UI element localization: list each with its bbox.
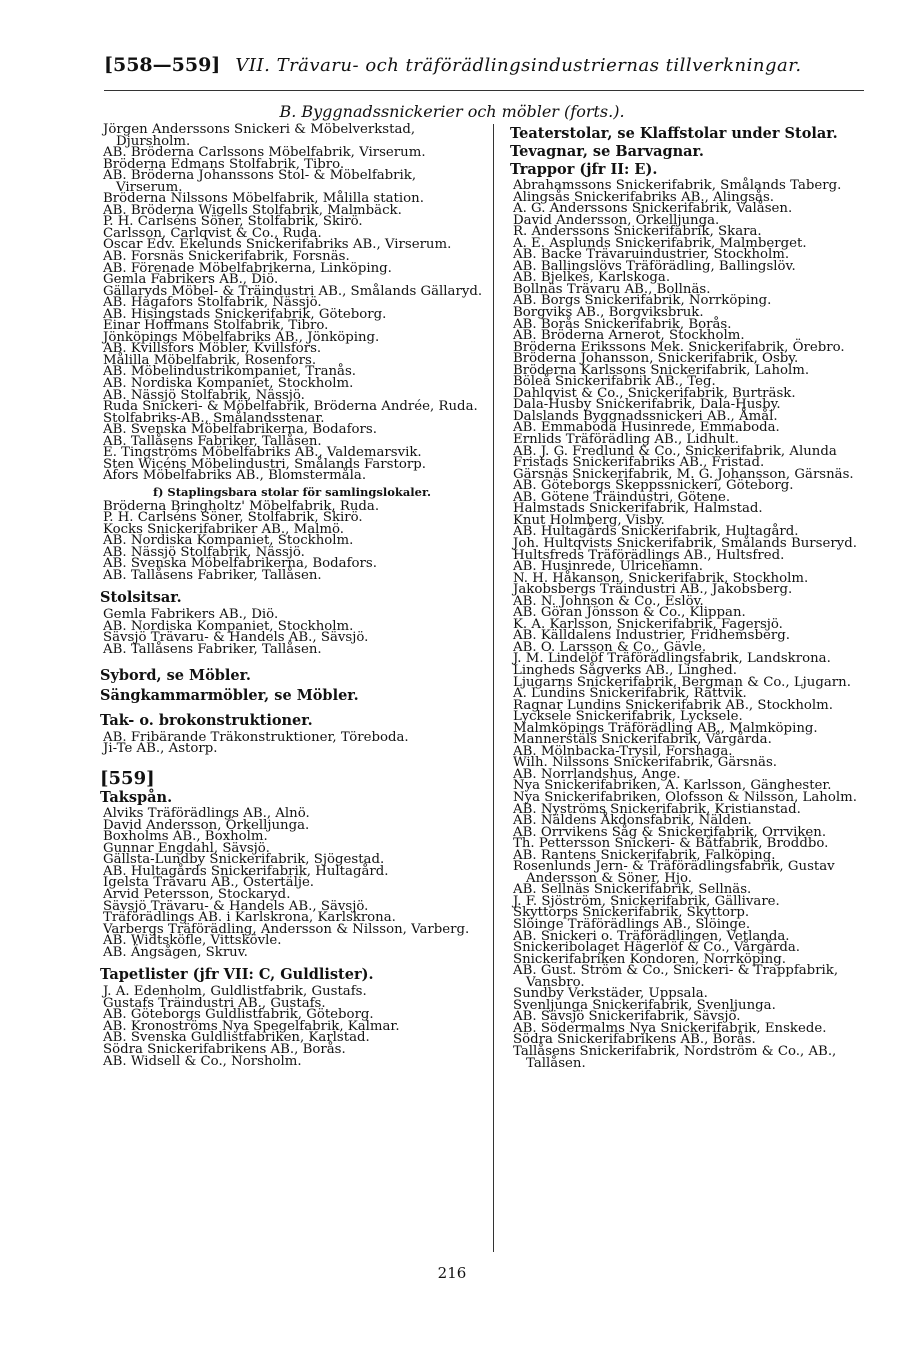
list-entry: Dala-Husby Snickerifabrik, Dala-Husby.: [513, 397, 781, 413]
list-entry: AB. Sellnäs Snickerifabrik, Sellnäs.: [513, 882, 752, 898]
list-entry: Bröderna Johansson, Snickerifabrik, Osby.: [513, 351, 799, 367]
list-entry: AB. Ballingslövs Träförädling, Ballingslöv.: [513, 258, 796, 274]
list-entry: AB. Nordiska Kompaniet, Stockholm.: [103, 533, 354, 549]
list-entry: Lycksele Snickerifabrik, Lycksele.: [513, 709, 743, 725]
page-number-marker: [559]: [100, 767, 155, 789]
tak-list: [100, 729, 484, 757]
column-divider: [493, 124, 494, 1252]
list-entry: Knut Holmberg, Visby.: [513, 512, 665, 528]
list-entry: AB. Nyströms Snickerifabrik, Kristianstad.: [513, 801, 801, 817]
list-entry: Jakobsbergs Träindustri AB., Jakobsberg.: [513, 582, 793, 598]
list-entry: Arvid Petersson, Stockaryd.: [103, 886, 291, 902]
list-entry: AB. Svenska Guldlistfabriken, Karlstad.: [103, 1030, 370, 1046]
list-entry: Nya Snickerifabriken, Olofsson & Nilsson, Laholm.: [513, 789, 857, 805]
right-column: [510, 124, 882, 1069]
list-entry: AB. Näldens Åkdonsfabrik, Nälden.: [513, 813, 752, 829]
list-entry: Hultsfreds Träförädlings AB., Hultsfred.: [513, 547, 785, 563]
list-entry: Alviks Träförädlings AB., Alnö.: [103, 806, 310, 822]
list-entry: AB. Nässjö Stolfabrik, Nässjö.: [103, 387, 305, 403]
list-entry: AB. Källdalens Industrier, Fridhemsberg.: [513, 628, 790, 644]
list-entry: Dahlqvist & Co., Snickerifabrik, Burträsk.: [513, 385, 796, 401]
list-entry: Kocks Snickerifabriker AB., Malmö.: [103, 521, 344, 537]
list-entry: Nya Snickerifabriken, A. Karlsson, Gänghester.: [513, 778, 832, 794]
takspan-heading: Takspån.: [100, 789, 173, 807]
list-entry: AB. Nordiska Kompaniet, Stockholm.: [103, 618, 354, 634]
list-entry: Skyttorps Snickerifabrik, Skyttorp.: [513, 905, 750, 921]
list-entry: AB. Göteborgs Guldlistfabrik, Göteborg.: [103, 1007, 374, 1023]
list-entry: David Andersson, Örkelljunga.: [513, 212, 720, 228]
list-entry: Sundby Verkstäder, Uppsala.: [513, 986, 708, 1002]
list-entry: Gunnar Engdahl, Sävsjö.: [103, 840, 270, 856]
list-entry: AB. Snickeri o. Träförädlingen, Vetlanda.: [513, 928, 790, 944]
list-entry: Böleå Snickerifabrik AB., Teg.: [513, 374, 716, 390]
list-entry: K. A. Karlsson, Snickerifabrik, Fagersjö.: [513, 616, 783, 632]
list-entry: Gärsnäs Snickerifabrik, M. G. Johansson, Gärsnäs.: [513, 466, 854, 482]
list-entry: AB. Tallåsens Fabriker, Tallåsen.: [103, 433, 322, 449]
list-entry: AB. Södermalms Nya Snickerifabrik, Enskede.: [513, 1020, 827, 1036]
list-entry: AB. Borås Snickerifabrik, Borås.: [513, 316, 732, 332]
takspan-list: [100, 808, 484, 958]
list-entry: Ji-Te AB., Astorp.: [103, 741, 218, 757]
list-entry: R. Anderssons Snickerifabrik, Skara.: [513, 224, 762, 240]
list-entry: AB. Tallåsens Fabriker, Tallåsen.: [103, 641, 322, 657]
list-entry: Afors Möbelfabriks AB., Blomstermåla.: [103, 468, 367, 484]
list-entry: Jörgen Anderssons Snickeri & Möbelverkstad, Djursholm.: [103, 122, 416, 149]
list-entry: David Andersson, Örkelljunga.: [103, 817, 310, 833]
list-entry: A. G. Anderssons Snickerifabrik, Valåsen.: [513, 201, 793, 217]
list-entry: N. H. Håkanson, Snickerifabrik, Stockholm.: [513, 570, 809, 586]
list-entry: P. H. Carlséns Söner, Stolfabrik, Skirö.: [103, 510, 363, 526]
stolsitsar-list: [100, 609, 484, 655]
list-entry: Bröderna Erikssons Mek. Snickerifabrik, Örebro.: [513, 339, 845, 355]
list-entry: Ruda Snickeri- & Möbelfabrik, Bröderna Andrée, Ruda.: [103, 399, 478, 415]
list-entry: Gustafs Träindustri AB., Gustafs.: [103, 995, 326, 1011]
list-entry: AB. Bjelkes, Karlskoga.: [513, 270, 671, 286]
list-entry: J. A. Edenholm, Guldlistfabrik, Gustafs.: [103, 984, 367, 1000]
list-entry: AB. Kvillsfors Möbler, Kvillsfors.: [103, 341, 322, 357]
list-entry: Snickerifabriken Kondoren, Norrköping.: [513, 951, 786, 967]
list-entry: AB. Hultagårds Snickerifabrik, Hultagård.: [103, 863, 389, 879]
list-entry: Sävsjö Trävaru- & Handels AB., Sävsjö.: [103, 630, 369, 646]
trappor-list: [510, 180, 882, 1069]
list-entry: Sävsjö Trävaru- & Handels AB., Sävsjö.: [103, 898, 369, 914]
list-entry: Jönköpings Möbelfabriks AB., Jönköping.: [103, 329, 380, 345]
list-entry: Fristads Snickerifabriks AB., Fristad.: [513, 455, 765, 471]
list-entry: Ernlids Träförädling AB., Lidhult.: [513, 432, 739, 448]
list-entry: Snickeribolaget Hägerlöf & Co., Vårgårda.: [513, 940, 801, 956]
list-entry: Mannerstäls Snickerifabrik, Vårgårda.: [513, 732, 772, 748]
list-entry: AB. Norrlandshus, Ange.: [513, 766, 681, 782]
list-entry: AB. Nässjö Stolfabrik, Nässjö.: [103, 544, 305, 560]
tevagnar-heading: Tevagnar, se Barvagnar.: [510, 143, 704, 160]
list-entry: AB. Götene Träindustri, Götene.: [513, 489, 731, 505]
list-entry: J. F. Sjöström, Snickerifabrik, Gällivare.: [513, 893, 780, 909]
section-title: B. Byggnadssnickerier och möbler (forts.).: [279, 102, 625, 121]
list-entry: AB. Widsell & Co., Norsholm.: [103, 1053, 302, 1069]
list-entry: Svenljunga Snickerifabrik, Svenljunga.: [513, 997, 776, 1013]
list-entry: AB. Förenade Möbelfabrikerna, Linköping.: [103, 260, 392, 276]
list-entry: E. Tingströms Möbelfabriks AB., Valdemarsvik.: [103, 445, 422, 461]
list-entry: Sten Wicéns Möbelindustri, Smålands Farstorp.: [103, 456, 426, 472]
left-column: [100, 124, 484, 1067]
teaterstolar-heading: Teaterstolar, se Klaffstolar under Stolar.: [510, 125, 838, 142]
list-entry: AB. Orrvikens Såg & Snickerifabrik, Orrviken.: [513, 824, 827, 840]
list-entry: AB. Göran Jönsson & Co., Klippan.: [513, 605, 746, 621]
list-entry: Wilh. Nilssons Snickerifabrik, Gärsnäs.: [513, 755, 778, 771]
list-entry: AB. Husinrede, Ulricehamn.: [513, 559, 703, 575]
list-entry: Borgviks AB., Borgviksbruk.: [513, 305, 704, 321]
list-entry: AB. Forsnäs Snickerifabrik, Forsnäs.: [103, 249, 350, 265]
list-entry: AB. Backe Trävaruindustrier, Stockholm.: [513, 247, 790, 263]
sybord-heading: Sybord, se Möbler.: [100, 666, 251, 684]
chair-manufacturer-list: [100, 124, 484, 482]
list-entry: Th. Pettersson Snickeri- & Båtfabrik, Broddbo.: [513, 836, 829, 852]
list-entry: Bröderna Bringholtz' Möbelfabrik, Ruda.: [103, 498, 380, 514]
trappor-heading: Trappor (jfr II: E).: [510, 161, 658, 178]
list-entry: Målilla Möbelfabrik, Rosenfors.: [103, 352, 317, 368]
list-entry: Gällsta-Lundby Snickerifabrik, Sjögestad.: [103, 852, 385, 868]
list-entry: AB. Kronoströms Nya Spegelfabrik, Kalmar.: [103, 1018, 400, 1034]
list-entry: A. E. Asplunds Snickerifabrik, Malmberget.: [513, 235, 807, 251]
tapetlister-heading: Tapetlister (jfr VII: C, Guldlister).: [100, 966, 374, 984]
list-entry: AB. Widtsköfle, Vittskövle.: [103, 933, 282, 949]
list-entry: AB. Fribärande Träkonstruktioner, Töreboda.: [103, 729, 409, 745]
page-footer-number: 216: [437, 1264, 467, 1282]
list-entry: Tallåsens Snickerifabrik, Nordström & Co., AB., Tallåsen.: [513, 1044, 837, 1071]
list-entry: AB. Hisingstads Snickerifabrik, Göteborg.: [103, 306, 387, 322]
list-entry: Bollnäs Trävaru AB., Bollnäs.: [513, 281, 711, 297]
list-entry: Malmköpings Träförädling AB., Malmköping.: [513, 720, 818, 736]
list-entry: AB. Nordiska Kompaniet, Stockholm.: [103, 376, 354, 392]
stackable-chairs-subheading: f) Staplingsbara stolar för samlingslokaler.: [153, 484, 431, 499]
list-entry: AB. Rantens Snickerifabrik, Falköping.: [513, 847, 776, 863]
list-entry: AB. Svenska Möbelfabrikerna, Bodafors.: [103, 422, 377, 438]
list-entry: P. H. Carlséns Söner, Stolfabrik, Skirö.: [103, 214, 363, 230]
list-entry: Bröderna Nilssons Möbelfabrik, Målilla station.: [103, 191, 424, 207]
list-entry: Gällaryds Möbel- & Träindustri AB., Smålands Gällaryd.: [103, 283, 483, 299]
list-entry: AB. Bröderna Arnerot, Stockholm.: [513, 328, 745, 344]
list-entry: AB. Göteborgs Skeppssnickeri, Göteborg.: [513, 478, 794, 494]
list-entry: AB. Möbelindustrikompaniet, Tranås.: [103, 364, 357, 380]
stackable-chair-list: [100, 498, 484, 583]
list-entry: AB. N. Johnson & Co., Eslöv.: [513, 593, 704, 609]
list-entry: AB. Borgs Snickerifabrik, Norrköping.: [513, 293, 772, 309]
list-entry: AB. J. G. Fredlund & Co., Snickerifabrik, Alunda: [513, 443, 837, 459]
list-entry: AB. Bröderna Carlssons Möbelfabrik, Virserum.: [103, 145, 426, 161]
list-entry: Träförädlings AB. i Karlskrona, Karlskrona.: [103, 910, 396, 926]
list-entry: Södra Snickerifabrikens AB., Borås.: [103, 1042, 346, 1057]
list-entry: A. Lundins Snickerifabrik, Rättvik.: [513, 686, 747, 702]
list-entry: AB. O. Larsson & Co., Gävle.: [513, 639, 707, 655]
list-entry: J. M. Lindelöf Träförädlingsfabrik, Landskrona.: [513, 651, 831, 667]
list-entry: Slöinge Träförädlings AB., Slöinge.: [513, 917, 751, 932]
list-entry: Bröderna Karlssons Snickerifabrik, Laholm.: [513, 362, 810, 378]
list-entry: Rosenlunds Jern- & Träförädlingsfabrik, Gustav Andersson & Söner, Hjo.: [513, 859, 835, 886]
list-entry: Carlsson, Carlqvist & Co., Ruda.: [103, 225, 322, 241]
list-entry: Bröderna Edmans Stolfabrik, Tibro.: [103, 156, 345, 172]
list-entry: Ljugarns Snickerifabrik, Bergman & Co., Ljugarn.: [513, 674, 851, 690]
list-entry: Södra Snickerifabrikens AB., Borås.: [513, 1032, 756, 1048]
stolsitsar-heading: Stolsitsar.: [100, 589, 182, 607]
list-entry: Gemla Fabrikers AB., Diö.: [103, 272, 279, 288]
list-entry: AB. Ängsågen, Skruv.: [103, 944, 248, 960]
list-entry: AB. Mölnbacka-Trysil, Forshaga.: [513, 743, 733, 759]
list-entry: Boxholms AB., Boxholm.: [103, 829, 268, 845]
list-entry: Lingheds Sågverks AB., Linghed.: [513, 662, 737, 678]
list-entry: Halmstads Snickerifabrik, Halmstad.: [513, 501, 763, 517]
header-chapter-title: VII. Trävaru- och träförädlingsindustriernas tillverkningar.: [235, 55, 802, 76]
list-entry: AB. Tallåsens Fabriker, Tallåsen.: [103, 567, 322, 583]
list-entry: Joh. Hultqvists Snickerifabrik, Smålands Burseryd.: [513, 535, 857, 551]
list-entry: AB. Hagafors Stolfabrik, Nässjö.: [103, 295, 322, 311]
list-entry: Abrahamssons Snickerifabrik, Smålands Taberg.: [513, 178, 842, 193]
list-entry: Oscar Edv. Ekelunds Snickerifabriks AB., Virserum.: [103, 237, 452, 253]
list-entry: Ragnar Lundins Snickerifabrik AB., Stockholm.: [513, 697, 834, 713]
tapetlister-list: [100, 986, 484, 1067]
list-entry: Dalslands Byggnadssnickeri AB., Åmål.: [513, 408, 778, 424]
list-entry: AB. Gust. Ström & Co., Snickeri- & Trappfabrik, Vansbro.: [513, 963, 839, 990]
list-entry: AB. Hultagårds Snickerifabrik, Hultagård.: [513, 524, 799, 540]
list-entry: AB. Svenska Möbelfabrikerna, Bodafors.: [103, 556, 377, 572]
list-entry: Gemla Fabrikers AB., Diö.: [103, 607, 279, 623]
list-entry: AB. Sävsjö Snickerifabrik, Sävsjö.: [513, 1009, 741, 1025]
list-entry: AB. Bröderna Johanssons Stol- & Möbelfabrik, Virserum.: [103, 168, 417, 195]
list-entry: Einar Hoffmans Stolfabrik, Tibro.: [103, 318, 329, 334]
list-entry: Alingsås Snickerifabriks AB., Alingsås.: [513, 189, 775, 205]
header-page-range: [558—559]: [104, 54, 221, 76]
tak-heading: Tak- o. brokonstruktioner.: [100, 711, 313, 729]
list-entry: Stolfabriks-AB., Smålandsstenar.: [103, 410, 325, 426]
list-entry: Igelsta Trävaru AB., Östertälje.: [103, 875, 315, 891]
list-entry: AB. Bröderna Wigells Stolfabrik, Malmbäck.: [103, 202, 402, 218]
running-header: [104, 54, 864, 91]
list-entry: Varbergs Träförädling, Andersson & Nilsson, Varberg.: [103, 921, 470, 937]
sangkammar-heading: Sängkammarmöbler, se Möbler.: [100, 686, 359, 704]
list-entry: AB. Emmaboda Husinrede, Emmaboda.: [513, 420, 780, 436]
